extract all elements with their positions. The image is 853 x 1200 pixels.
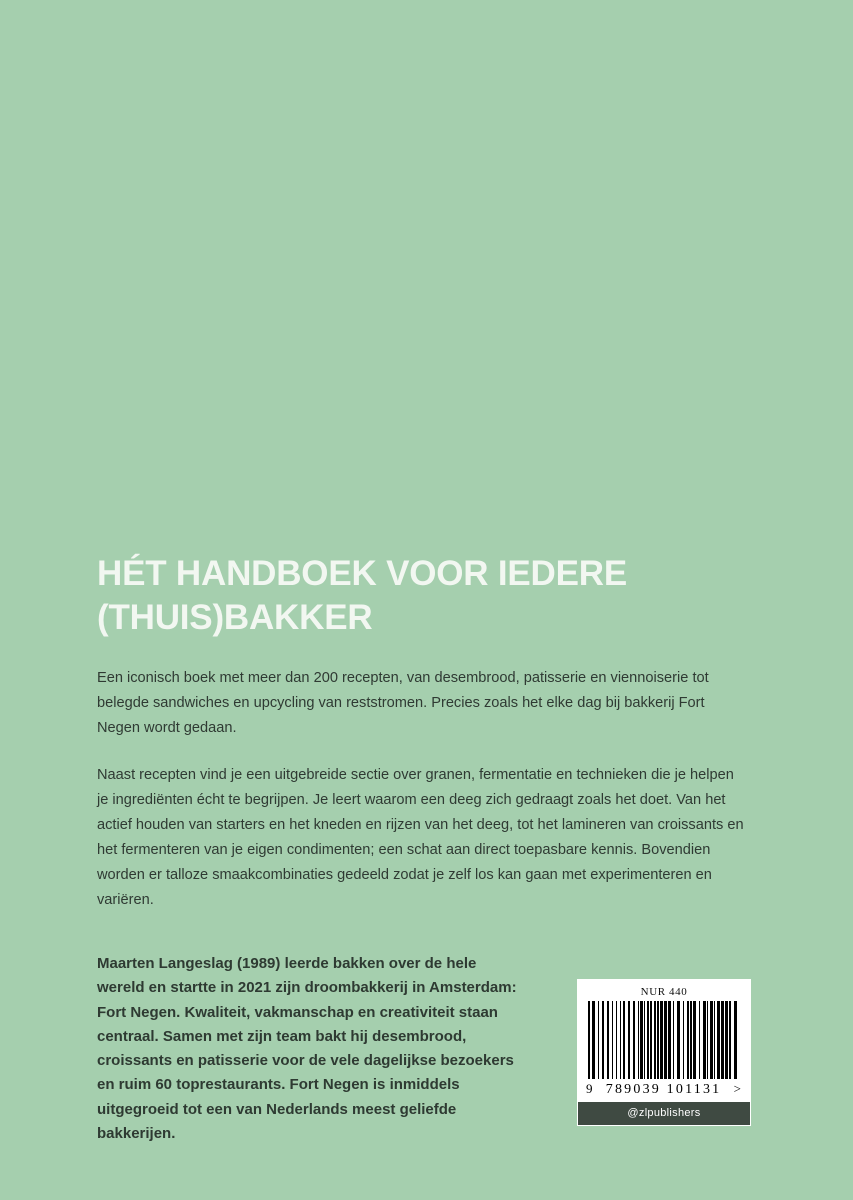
cover-text-block <box>97 552 749 935</box>
page-title <box>97 552 717 640</box>
ean-tail-marker: > <box>733 1081 742 1096</box>
ean-number <box>578 1079 750 1102</box>
author-bio: Maarten Langeslag (1989) leerde bakken over de hele wereld en startte in 2021 zijn droombakkerij in Amsterdam: Fort Negen. Kwaliteit, vakmanschap en creativiteit staan centraal. Samen met zijn team bakt hij desembrood, croissants en patisserie voor de vele dagelijkse bezoekers en ruim 60 toprestaurants. Fort Negen is inmiddels uitgegroeid tot een van Nederlands meest geliefde bakkerijen. <box>97 955 517 1143</box>
blurb-paragraph-1: Een iconisch boek met meer dan 200 recepten, van desembrood, patisserie en viennoiserie tot belegde sandwiches en upcycling van reststromen. Precies zoals het elke dag bij bakkerij Fort Negen wordt gedaan. <box>97 669 709 736</box>
barcode-block <box>577 979 751 1126</box>
ean-main-digits: 789039 101131 <box>605 1082 722 1097</box>
ean-lead-digit: 9 <box>586 1081 594 1096</box>
publisher-handle: @zlpublishers <box>578 1102 750 1125</box>
page-title-line-2: (THUIS)BAKKER <box>97 597 373 637</box>
blurb-paragraph-2: Naast recepten vind je een uitgebreide sectie over granen, fermentatie en technieken die je helpen je ingrediënten écht te begrijpen. Je leert waarom een deeg zich gedraagt zoals het doet. Van het actief houden van starters en het kneden en rijzen van het deeg, tot het lamineren van croissants en het fermenteren van je eigen condimenten; een schat aan direct toepasbare kennis. Bovendien worden er talloze smaakcombinaties gedeeld zodat je zelf los kan gaan met experimenteren en variëren. <box>97 766 744 909</box>
page-title-line-1: HÉT HANDBOEK VOOR IEDERE <box>97 554 627 593</box>
nur-code-label: NUR 440 <box>640 986 688 998</box>
barcode-bars <box>588 1001 740 1079</box>
